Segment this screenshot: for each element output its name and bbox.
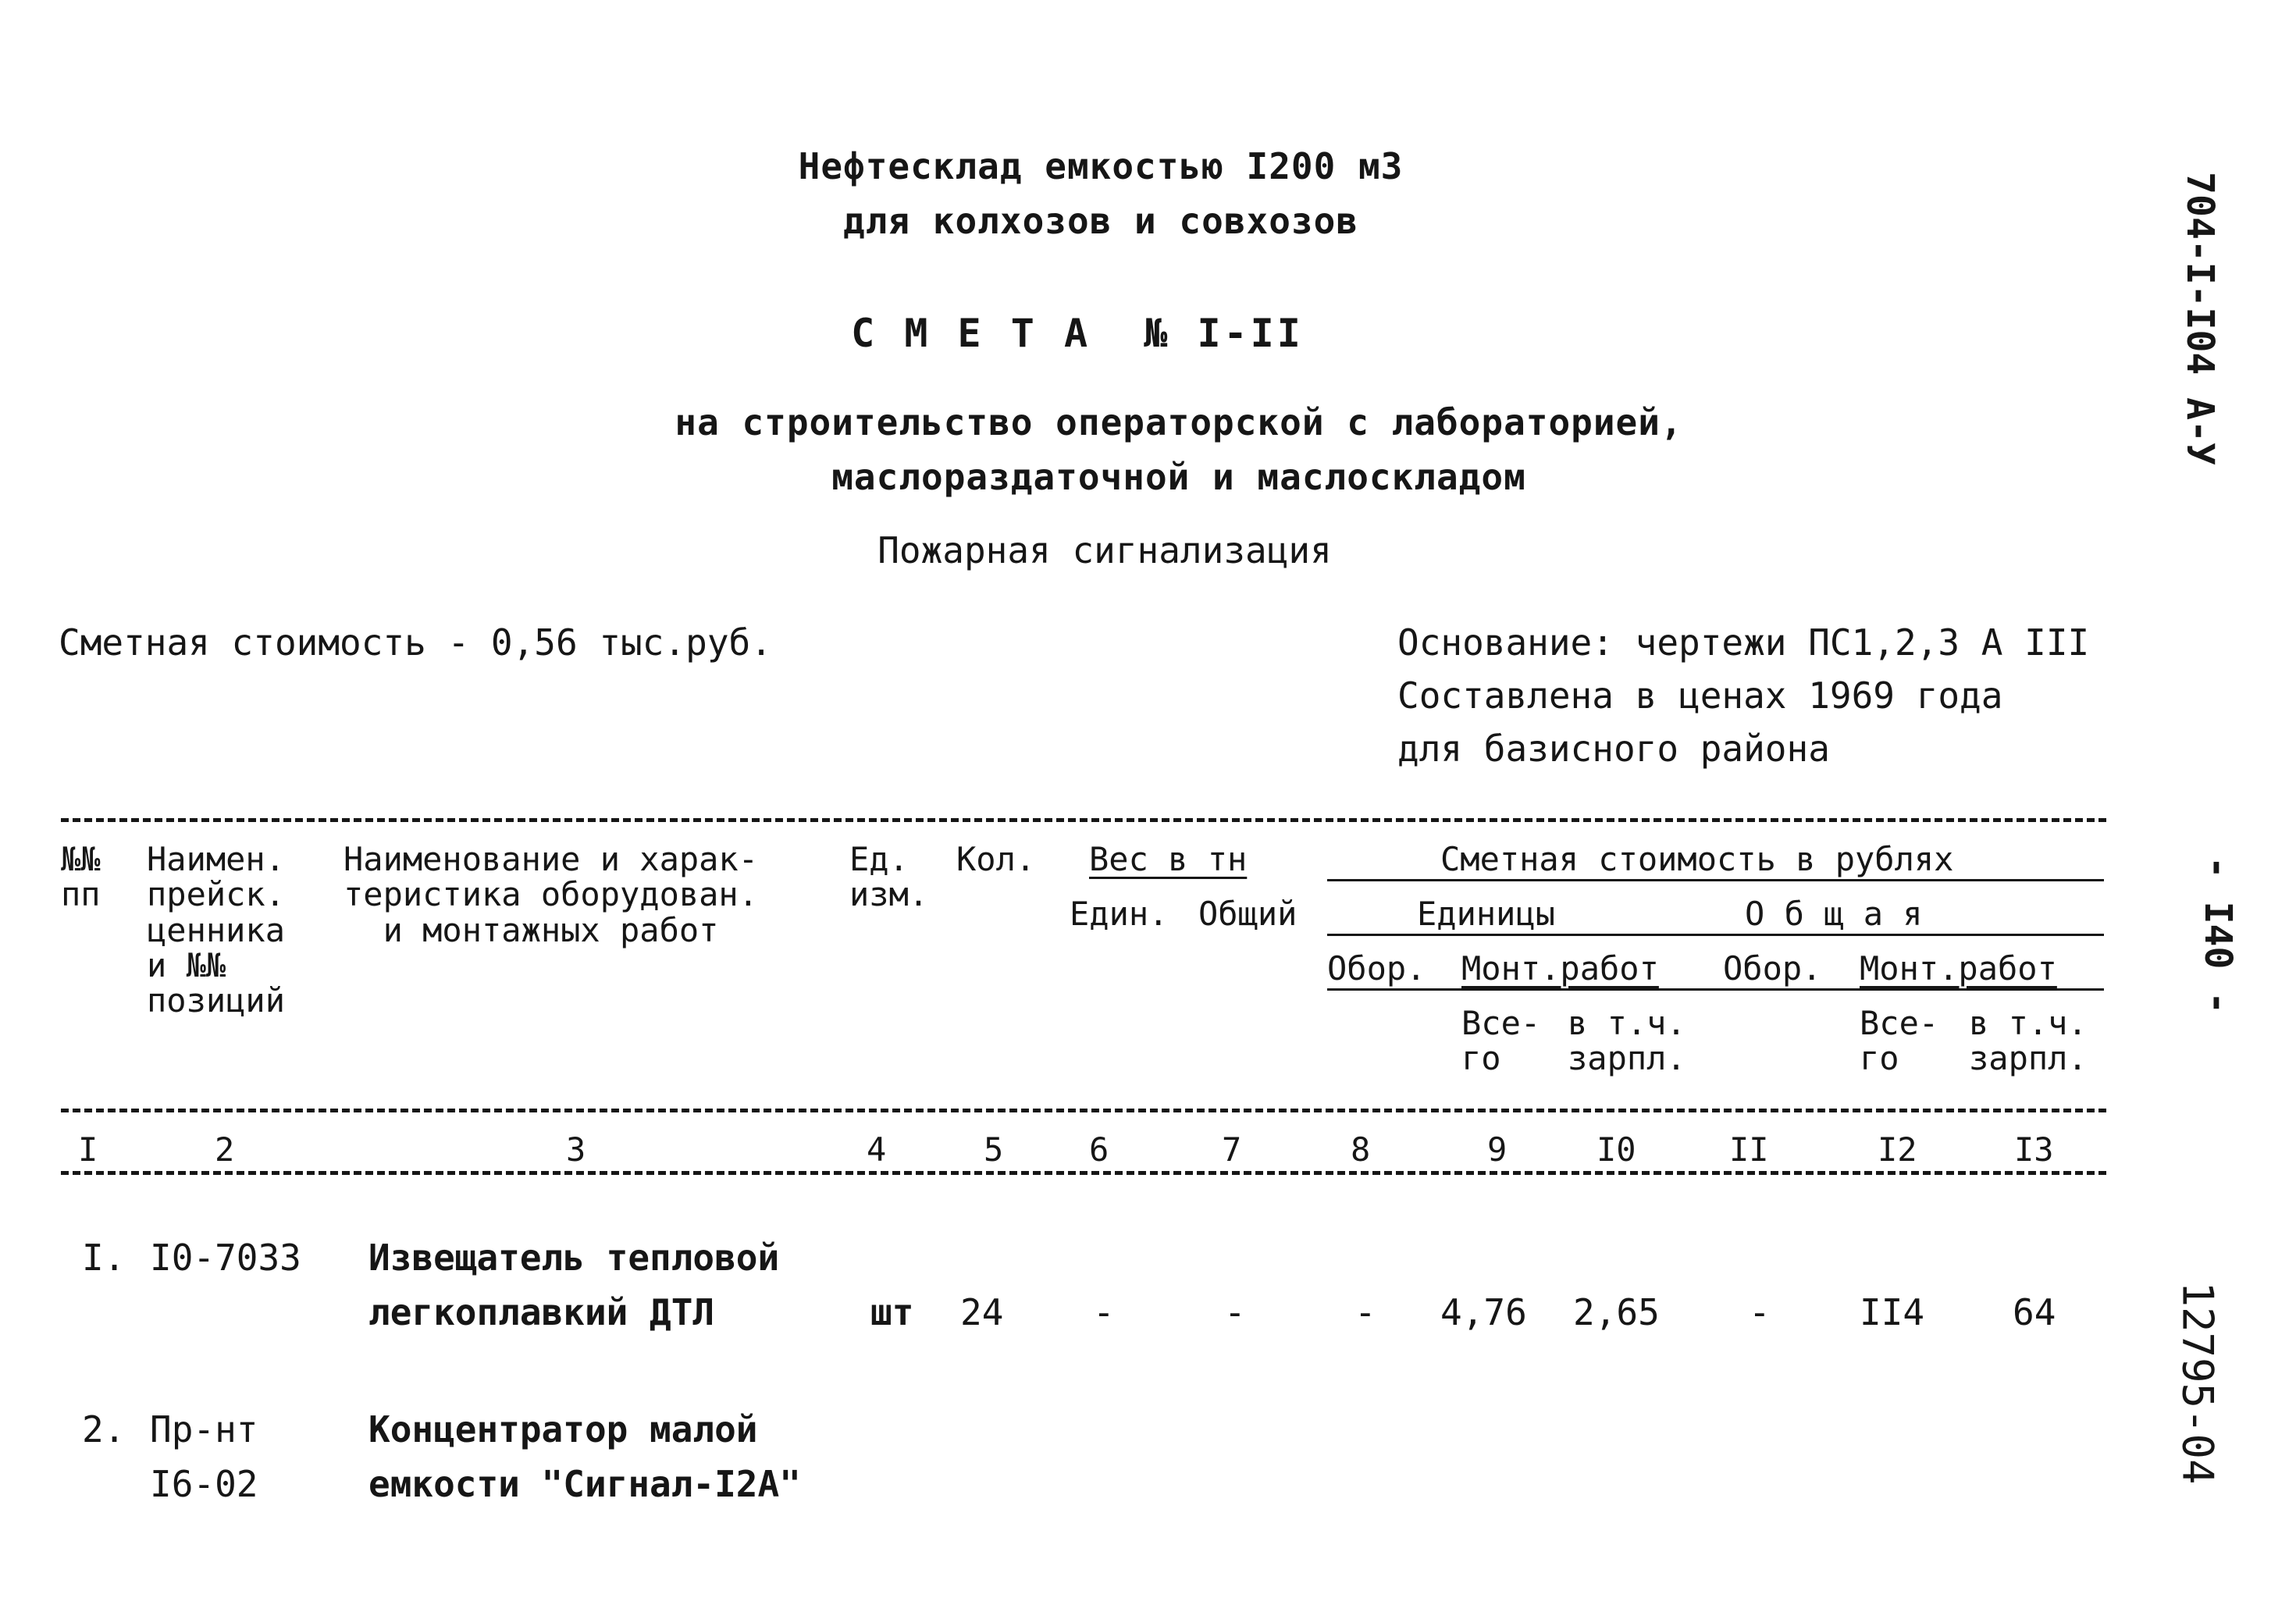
row2-name-line1: Концентратор малой (368, 1408, 758, 1450)
row2-name-line2: емкости "Сигнал-I2А" (368, 1463, 801, 1505)
row1-quantity: 24 (960, 1291, 1004, 1333)
col-header-unit-group: Единицы (1417, 895, 1556, 933)
col-header-total-group: О б щ а я (1745, 895, 1923, 933)
row2-code: Пр-нт (150, 1408, 258, 1450)
col-number-5: 5 (984, 1130, 1004, 1169)
col-header-quantity: Кол. (956, 840, 1036, 878)
cost-group-rule (1327, 879, 2104, 881)
col-number-1: I (78, 1130, 98, 1169)
col-number-9: 9 (1487, 1130, 1508, 1169)
col-header-description: Наименование и харак- теристика оборудован. и монтажных работ (344, 840, 759, 949)
row1-name-line1: Извещатель тепловой (368, 1237, 780, 1279)
side-code-label: 704-I-I04 А-У (2177, 172, 2222, 465)
col-header-all-total: Все- го (1860, 1004, 1939, 1078)
col-number-3: 3 (566, 1130, 586, 1169)
subtitle-line-2: маслораздаточной и маслоскладом (831, 456, 1526, 498)
col-number-8: 8 (1351, 1130, 1371, 1169)
header-top-dash-line (61, 818, 2106, 822)
col-header-wages-unit: в т.ч. зарпл. (1568, 1004, 1686, 1078)
col-header-number: №№ пп (61, 840, 101, 914)
col-header-install-total: Монт.работ (1860, 949, 2057, 988)
row1-weight-unit: - (1093, 1291, 1115, 1333)
unit-group-rule (1327, 934, 2104, 936)
col-header-equipment-total: Обор. (1723, 949, 1822, 988)
row2-number: 2. (82, 1408, 126, 1450)
side-page-label: - I40 - (2196, 856, 2241, 1015)
col-number-2: 2 (215, 1130, 235, 1169)
heading-line-1: Нефтесклад емкостью I200 м3 (798, 145, 1404, 187)
subtitle-line-1: на строительство операторской с лабораторией, (675, 401, 1683, 443)
basis-text: Основание: чертежи ПС1,2,3 А III (1397, 621, 2090, 664)
smeta-title: С М Е Т А № I-II (851, 311, 1304, 356)
row2-code-line2: I6-02 (150, 1463, 258, 1505)
header-bottom-dash-line (61, 1109, 2106, 1112)
row1-install-unit: 4,76 (1440, 1291, 1527, 1333)
row1-equipment-unit: - (1354, 1291, 1376, 1333)
side-number-label: 12795-04 (2173, 1281, 2223, 1485)
col-number-4: 4 (867, 1130, 887, 1169)
col-header-install: Монт.работ (1461, 949, 1659, 988)
col-header-weight: Вес в тн (1089, 840, 1248, 878)
heading-line-2: для колхозов и совхозов (843, 200, 1358, 242)
row1-install-total: II4 (1860, 1291, 1925, 1333)
row1-number: I. (82, 1237, 126, 1279)
col-number-12: I2 (1878, 1130, 1917, 1169)
row1-wages-unit: 2,65 (1573, 1291, 1660, 1333)
row1-unit: шт (870, 1291, 914, 1333)
prices-text: Составлена в ценах 1969 года (1397, 674, 2003, 717)
install-group-rule (1327, 988, 2104, 991)
row1-equipment-total: - (1749, 1291, 1771, 1333)
row1-code: I0-7033 (150, 1237, 301, 1279)
col-number-11: II (1729, 1130, 1769, 1169)
col-number-6: 6 (1089, 1130, 1109, 1169)
col-header-unit: Ед. изм. (849, 840, 929, 914)
row1-wages-total: 64 (2013, 1291, 2056, 1333)
col-number-7: 7 (1222, 1130, 1242, 1169)
estimated-cost: Сметная стоимость - 0,56 тыс.руб. (59, 621, 772, 664)
col-number-10: I0 (1597, 1130, 1636, 1169)
row1-name-line2: легкоплавкий ДТЛ (368, 1291, 715, 1333)
col-number-13: I3 (2014, 1130, 2054, 1169)
col-header-wages-total: в т.ч. зарпл. (1969, 1004, 2088, 1078)
row1-weight-total: - (1224, 1291, 1246, 1333)
col-header-all-unit: Все- го (1461, 1004, 1541, 1078)
col-header-weight-total: Общий (1198, 895, 1298, 933)
numbers-underline-dash (61, 1171, 2106, 1175)
col-header-cost-group: Сметная стоимость в рублях (1440, 840, 1954, 878)
section-title: Пожарная сигнализация (877, 529, 1332, 571)
col-header-weight-unit: Един. (1070, 895, 1169, 933)
region-text: для базисного района (1397, 728, 1830, 770)
col-header-equipment: Обор. (1327, 949, 1426, 988)
col-header-price-list: Наимен. прейск. ценника и №№ позиций (147, 840, 286, 1020)
